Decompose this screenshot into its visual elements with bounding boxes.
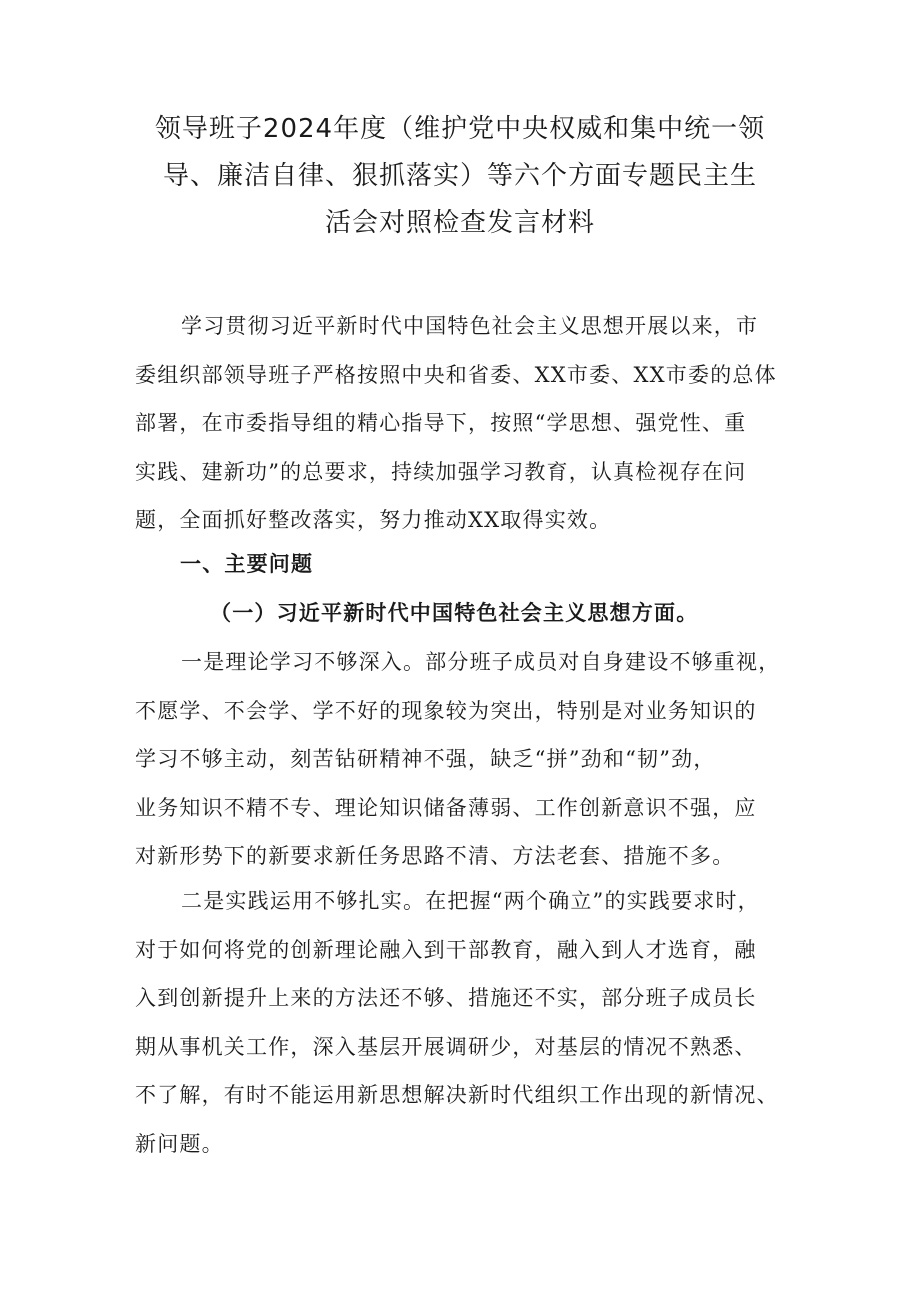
title-line: 导、廉洁自律、狠抓落实）等六个方面专题民主生: [162, 161, 757, 191]
paragraph-line: 业务知识不精不专、理论知识储备薄弱、工作创新意识不强，应: [135, 795, 757, 820]
title-line: 领导班子2024年度（维护党中央权威和集中统一领: [154, 114, 766, 144]
paragraph-line: 对新形势下的新要求新任务思路不清、方法老套、措施不多。: [135, 844, 735, 868]
paragraph-line: 入到创新提升上来的方法还不够、措施还不实，部分班子成员长: [135, 986, 757, 1010]
paragraph-line: 新问题。: [135, 1131, 224, 1156]
paragraph-line: 学习贯彻习近平新时代中国特色社会主义思想开展以来，市: [181, 314, 759, 338]
paragraph-line: 实践、建新功”的总要求，持续加强学习教育，认真检视存在问: [135, 459, 747, 484]
paragraph-line: 对于如何将党的创新理论融入到干部教育，融入到人才选育，融: [135, 937, 757, 962]
paragraph-line: 不了解，有时不能运用新思想解决新时代组织工作出现的新情况、: [135, 1083, 779, 1107]
problem-paragraph-2: [135, 877, 791, 1168]
paragraph-line: 二是实践运用不够扎实。在把握“两个确立”的实践要求时，: [181, 889, 760, 913]
problem-paragraph-1: [135, 638, 791, 881]
paragraph-line: 委组织部领导班子严格按照中央和省委、XX市委、XX市委的总体: [135, 362, 777, 387]
paragraph-line: 一是理论学习不够深入。部分班子成员对自身建设不够重视，: [181, 650, 781, 674]
intro-paragraph: [135, 302, 791, 545]
paragraph-line: 题，全面抓好整改落实，努力推动XX取得实效。: [135, 508, 612, 532]
subsection-heading: （一）习近平新时代中国特色社会主义思想方面。: [210, 601, 699, 625]
document-title: [110, 106, 810, 247]
paragraph-line: 不愿学、不会学、学不好的现象较为突出，特别是对业务知识的: [135, 698, 757, 723]
paragraph-line: 部署，在市委指导组的精心指导下，按照“学思想、强党性、重: [135, 411, 747, 435]
paragraph-line: 学习不够主动，刻苦钻研精神不强，缺乏“拼”劲和“韧”劲，: [135, 747, 716, 771]
section-heading: 一、主要问题: [180, 552, 314, 576]
title-line: 活会对照检查发言材料: [324, 208, 595, 238]
paragraph-line: 期从事机关工作，深入基层开展调研少，对基层的情况不熟悉、: [135, 1034, 757, 1059]
